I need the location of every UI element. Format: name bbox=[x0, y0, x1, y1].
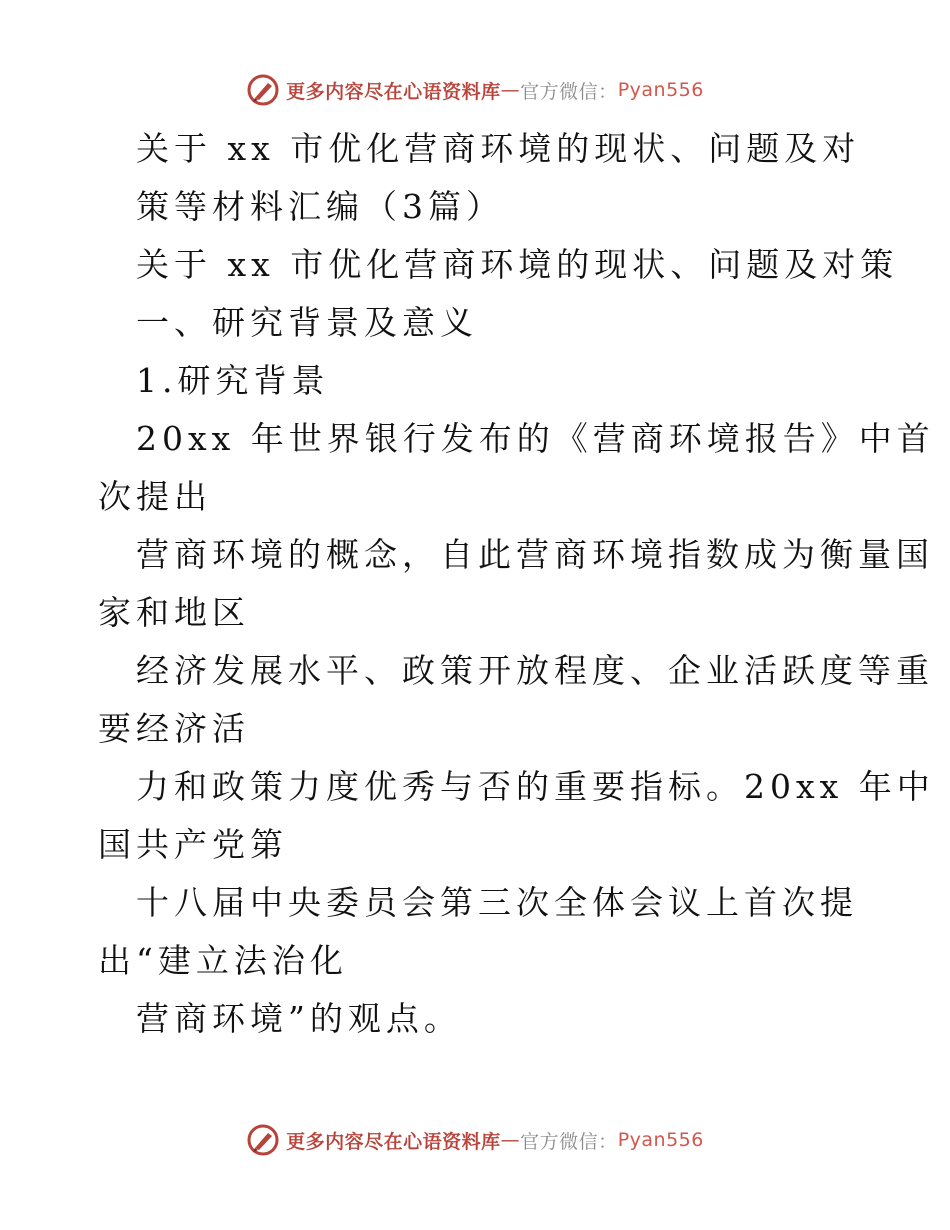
doc-title-line-1: 关于 xx 市优化营商环境的现状、问题及对 bbox=[136, 129, 861, 168]
watermark-brand-text: 更多内容尽在心语资料库 bbox=[286, 1130, 501, 1153]
section-heading: 一、研究背景及意义 bbox=[136, 303, 478, 342]
paragraph-line: 经济发展水平、政策开放程度、企业活跃度等重 bbox=[136, 651, 934, 690]
footer-watermark bbox=[0, 1120, 950, 1160]
paragraph-line: 要经济活 bbox=[98, 709, 250, 748]
subsection-heading: 1.研究背景 bbox=[136, 361, 330, 400]
paragraph-line: 国共产党第 bbox=[98, 825, 288, 864]
paragraph-line: 出“建立法治化 bbox=[98, 941, 348, 980]
watermark-label: 官方微信： bbox=[520, 80, 618, 103]
doc-title-line-2: 策等材料汇编（3篇） bbox=[136, 187, 504, 226]
watermark-wechat-id: Pyan556 bbox=[617, 79, 704, 101]
paragraph-line: 营商环境的概念，自此营商环境指数成为衡量国 bbox=[136, 535, 934, 574]
watermark-banner bbox=[246, 73, 704, 107]
watermark-label: 官方微信： bbox=[520, 1130, 618, 1153]
paragraph-line: 营商环境”的观点。 bbox=[136, 999, 462, 1038]
paragraph-line: 20xx 年世界银行发布的《营商环境报告》中首 bbox=[136, 419, 935, 458]
paragraph-line: 次提出 bbox=[98, 477, 212, 516]
pen-circle-icon bbox=[246, 73, 280, 107]
watermark-brand-text: 更多内容尽在心语资料库 bbox=[286, 80, 501, 103]
pen-circle-icon bbox=[246, 1123, 280, 1157]
paragraph-line: 力和政策力度优秀与否的重要指标。20xx 年中 bbox=[136, 767, 935, 806]
watermark-dash: — bbox=[500, 1129, 521, 1151]
watermark-dash: — bbox=[500, 79, 521, 101]
paragraph-line: 十八届中央委员会第三次全体会议上首次提 bbox=[136, 883, 858, 922]
watermark-banner bbox=[246, 1123, 704, 1157]
header-watermark bbox=[0, 70, 950, 110]
document-body bbox=[98, 120, 935, 1048]
paragraph-line: 家和地区 bbox=[98, 593, 250, 632]
watermark-wechat-id: Pyan556 bbox=[617, 1129, 704, 1151]
doc-subtitle: 关于 xx 市优化营商环境的现状、问题及对策 bbox=[136, 245, 899, 284]
